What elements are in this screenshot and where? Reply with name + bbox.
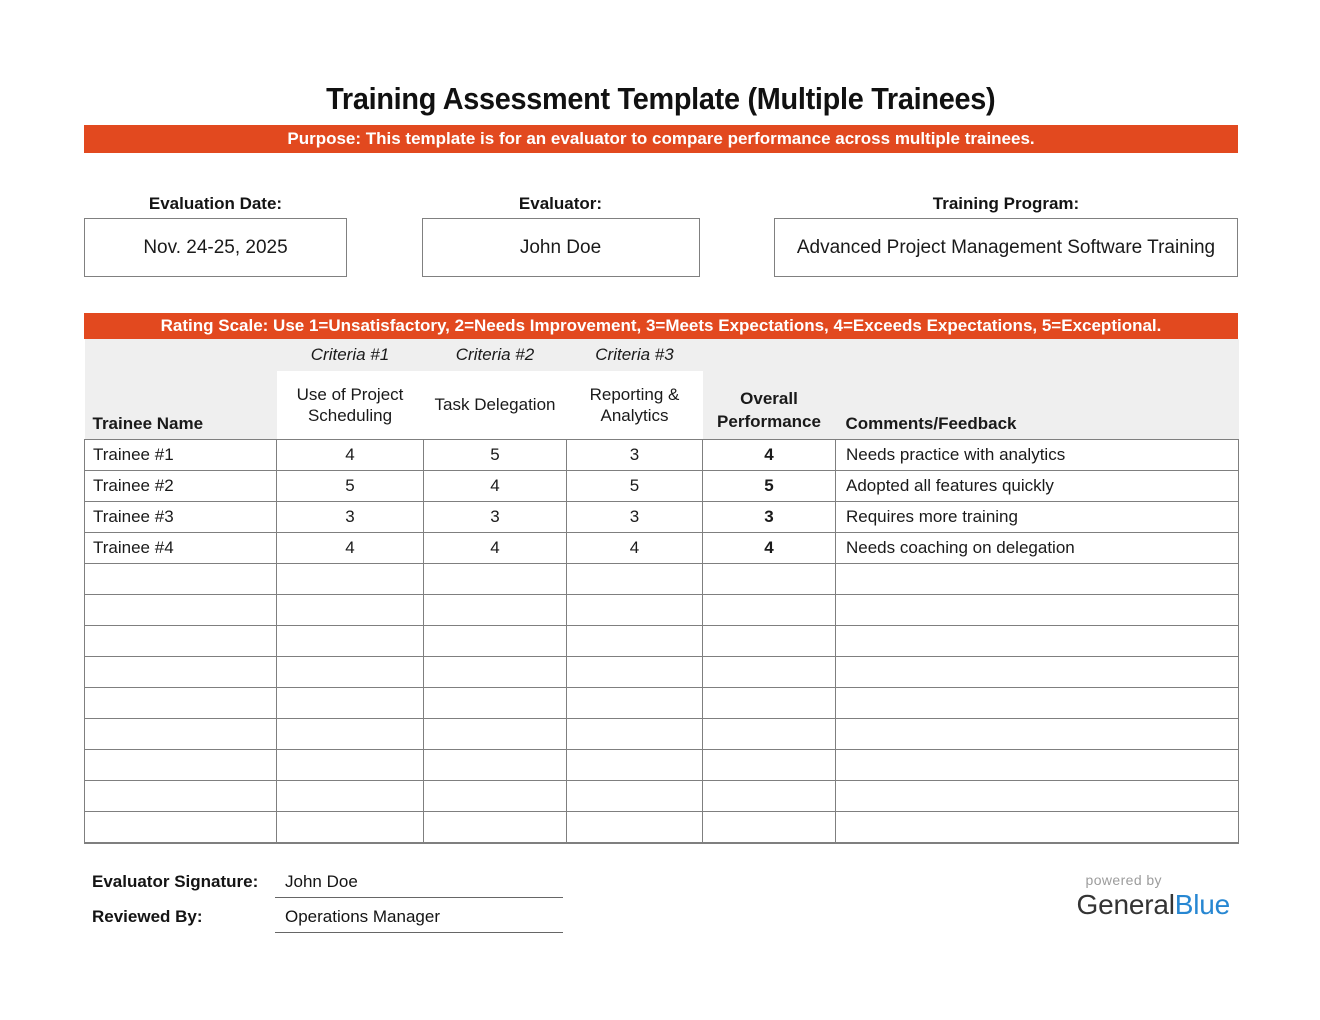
empty-overall-score-cell[interactable]: [703, 781, 836, 812]
empty-score-cell[interactable]: [424, 595, 567, 626]
criteria-3-header: Criteria #3: [567, 339, 703, 371]
criteria-2-header: Criteria #2: [424, 339, 567, 371]
table-row: [85, 502, 1239, 533]
criteria-3-name-header: Reporting & Analytics: [567, 371, 703, 440]
empty-score-cell[interactable]: [567, 750, 703, 781]
trainee-name-cell[interactable]: Trainee #1: [85, 440, 277, 471]
brand-name: [1077, 889, 1230, 921]
empty-comments-cell[interactable]: [836, 564, 1239, 595]
empty-trainee-name-cell[interactable]: [85, 719, 277, 750]
table-row-empty: [85, 657, 1239, 688]
empty-overall-score-cell[interactable]: [703, 688, 836, 719]
training-program-value-box[interactable]: Advanced Project Management Software Training: [774, 218, 1238, 277]
powered-by-text: powered by: [1085, 872, 1162, 888]
field-training-program: [774, 194, 1238, 277]
empty-trainee-name-cell[interactable]: [85, 657, 277, 688]
empty-comments-cell[interactable]: [836, 781, 1239, 812]
table-row-empty: [85, 595, 1239, 626]
table-row-empty: [85, 719, 1239, 750]
empty-score-cell[interactable]: [424, 688, 567, 719]
page-title: [84, 81, 1238, 117]
empty-score-cell[interactable]: [277, 688, 424, 719]
overall-score-cell[interactable]: 3: [703, 502, 836, 533]
fields-row: [84, 194, 1238, 277]
column-header-row: [85, 371, 1239, 440]
empty-score-cell[interactable]: [567, 626, 703, 657]
criteria-1-name-header: Use of Project Scheduling: [277, 371, 424, 440]
empty-score-cell[interactable]: [424, 750, 567, 781]
empty-overall-score-cell[interactable]: [703, 750, 836, 781]
criteria-spacer-cell: [836, 339, 1239, 371]
empty-comments-cell[interactable]: [836, 626, 1239, 657]
comments-cell[interactable]: Requires more training: [836, 502, 1239, 533]
evaluator-signature-label: Evaluator Signature:: [92, 872, 259, 891]
empty-overall-score-cell[interactable]: [703, 719, 836, 750]
evaluator-label: Evaluator:: [518, 194, 603, 213]
field-evaluator: [422, 194, 700, 277]
assessment-table-body: [85, 440, 1239, 844]
evaluation-date-value-box[interactable]: Nov. 24-25, 2025: [84, 218, 347, 277]
overall-score-cell[interactable]: 4: [703, 440, 836, 471]
table-row-empty: [85, 688, 1239, 719]
score-cell[interactable]: 3: [277, 502, 424, 533]
empty-overall-score-cell[interactable]: [703, 564, 836, 595]
reviewed-by-label: Reviewed By:: [92, 907, 203, 926]
score-cell[interactable]: 5: [277, 471, 424, 502]
empty-trainee-name-cell[interactable]: [85, 812, 277, 844]
empty-score-cell[interactable]: [424, 812, 567, 844]
overall-performance-column-header: Overall Performance: [703, 371, 836, 440]
overall-score-cell[interactable]: 4: [703, 533, 836, 564]
criteria-2-name-header: Task Delegation: [424, 371, 567, 440]
empty-score-cell[interactable]: [277, 750, 424, 781]
empty-score-cell[interactable]: [424, 657, 567, 688]
empty-score-cell[interactable]: [567, 595, 703, 626]
brand-logo: [1077, 872, 1230, 921]
table-row: [85, 471, 1239, 502]
trainee-name-cell[interactable]: Trainee #3: [85, 502, 277, 533]
score-cell[interactable]: 3: [567, 502, 703, 533]
score-cell[interactable]: 5: [567, 471, 703, 502]
empty-score-cell[interactable]: [277, 595, 424, 626]
overall-score-cell[interactable]: 5: [703, 471, 836, 502]
empty-score-cell[interactable]: [277, 626, 424, 657]
table-row-empty: [85, 564, 1239, 595]
empty-score-cell[interactable]: [424, 781, 567, 812]
empty-trainee-name-cell[interactable]: [85, 595, 277, 626]
page-title-text: Training Assessment Template (Multiple Trainees): [326, 81, 996, 116]
comments-cell[interactable]: Needs coaching on delegation: [836, 533, 1239, 564]
trainee-name-cell[interactable]: Trainee #4: [85, 533, 277, 564]
trainee-name-cell[interactable]: Trainee #2: [85, 471, 277, 502]
score-cell[interactable]: 3: [424, 502, 567, 533]
score-cell[interactable]: 4: [567, 533, 703, 564]
criteria-spacer-cell: [85, 339, 277, 371]
empty-trainee-name-cell[interactable]: [85, 750, 277, 781]
table-row-empty: [85, 812, 1239, 844]
empty-score-cell[interactable]: [277, 719, 424, 750]
empty-score-cell[interactable]: [277, 812, 424, 844]
purpose-banner: Purpose: This template is for an evaluator to compare performance across multiple trainees.: [84, 125, 1238, 153]
table-row-empty: [85, 781, 1239, 812]
empty-comments-cell[interactable]: [836, 657, 1239, 688]
empty-comments-cell[interactable]: [836, 812, 1239, 844]
empty-comments-cell[interactable]: [836, 719, 1239, 750]
trainee-name-column-header: Trainee Name: [85, 371, 277, 440]
comments-column-header: Comments/Feedback: [836, 371, 1239, 440]
empty-score-cell[interactable]: [567, 719, 703, 750]
signature-block: [92, 872, 563, 942]
empty-score-cell[interactable]: [277, 564, 424, 595]
empty-score-cell[interactable]: [567, 781, 703, 812]
table-row: [85, 440, 1239, 471]
table-row-empty: [85, 626, 1239, 657]
comments-cell[interactable]: Adopted all features quickly: [836, 471, 1239, 502]
score-cell[interactable]: 5: [424, 440, 567, 471]
empty-score-cell[interactable]: [567, 657, 703, 688]
training-program-label: Training Program:: [932, 194, 1080, 213]
empty-score-cell[interactable]: [567, 812, 703, 844]
score-cell[interactable]: 4: [277, 533, 424, 564]
evaluator-signature-row: [92, 872, 563, 898]
score-cell[interactable]: 3: [567, 440, 703, 471]
empty-trainee-name-cell[interactable]: [85, 564, 277, 595]
empty-score-cell[interactable]: [424, 719, 567, 750]
empty-trainee-name-cell[interactable]: [85, 626, 277, 657]
empty-overall-score-cell[interactable]: [703, 626, 836, 657]
brand-name-blue: Blue: [1174, 889, 1230, 920]
comments-cell[interactable]: Needs practice with analytics: [836, 440, 1239, 471]
score-cell[interactable]: 4: [424, 533, 567, 564]
empty-comments-cell[interactable]: [836, 750, 1239, 781]
assessment-table-header: [85, 339, 1239, 440]
empty-trainee-name-cell[interactable]: [85, 781, 277, 812]
criteria-spacer-cell: [703, 339, 836, 371]
assessment-table: [84, 339, 1239, 844]
empty-comments-cell[interactable]: [836, 688, 1239, 719]
empty-overall-score-cell[interactable]: [703, 812, 836, 844]
rating-scale-banner: Rating Scale: Use 1=Unsatisfactory, 2=Needs Improvement, 3=Meets Expectations, 4=Exceeds Expectations, 5=Exceptional.: [84, 313, 1238, 339]
criteria-1-header: Criteria #1: [277, 339, 424, 371]
empty-score-cell[interactable]: [424, 564, 567, 595]
criteria-header-row: [85, 339, 1239, 371]
score-cell[interactable]: 4: [424, 471, 567, 502]
empty-score-cell[interactable]: [424, 626, 567, 657]
evaluator-signature-line[interactable]: John Doe: [275, 872, 563, 898]
table-row: [85, 533, 1239, 564]
empty-comments-cell[interactable]: [836, 595, 1239, 626]
reviewed-by-line[interactable]: Operations Manager: [275, 907, 563, 933]
evaluation-date-label: Evaluation Date:: [148, 194, 283, 213]
empty-score-cell[interactable]: [277, 781, 424, 812]
empty-score-cell[interactable]: [567, 564, 703, 595]
score-cell[interactable]: 4: [277, 440, 424, 471]
empty-trainee-name-cell[interactable]: [85, 688, 277, 719]
empty-overall-score-cell[interactable]: [703, 595, 836, 626]
field-evaluation-date: [84, 194, 347, 277]
empty-score-cell[interactable]: [567, 688, 703, 719]
empty-score-cell[interactable]: [277, 657, 424, 688]
evaluator-value-box[interactable]: John Doe: [422, 218, 700, 277]
reviewed-by-row: [92, 907, 563, 933]
empty-overall-score-cell[interactable]: [703, 657, 836, 688]
table-row-empty: [85, 750, 1239, 781]
brand-name-general: General: [1076, 889, 1175, 920]
